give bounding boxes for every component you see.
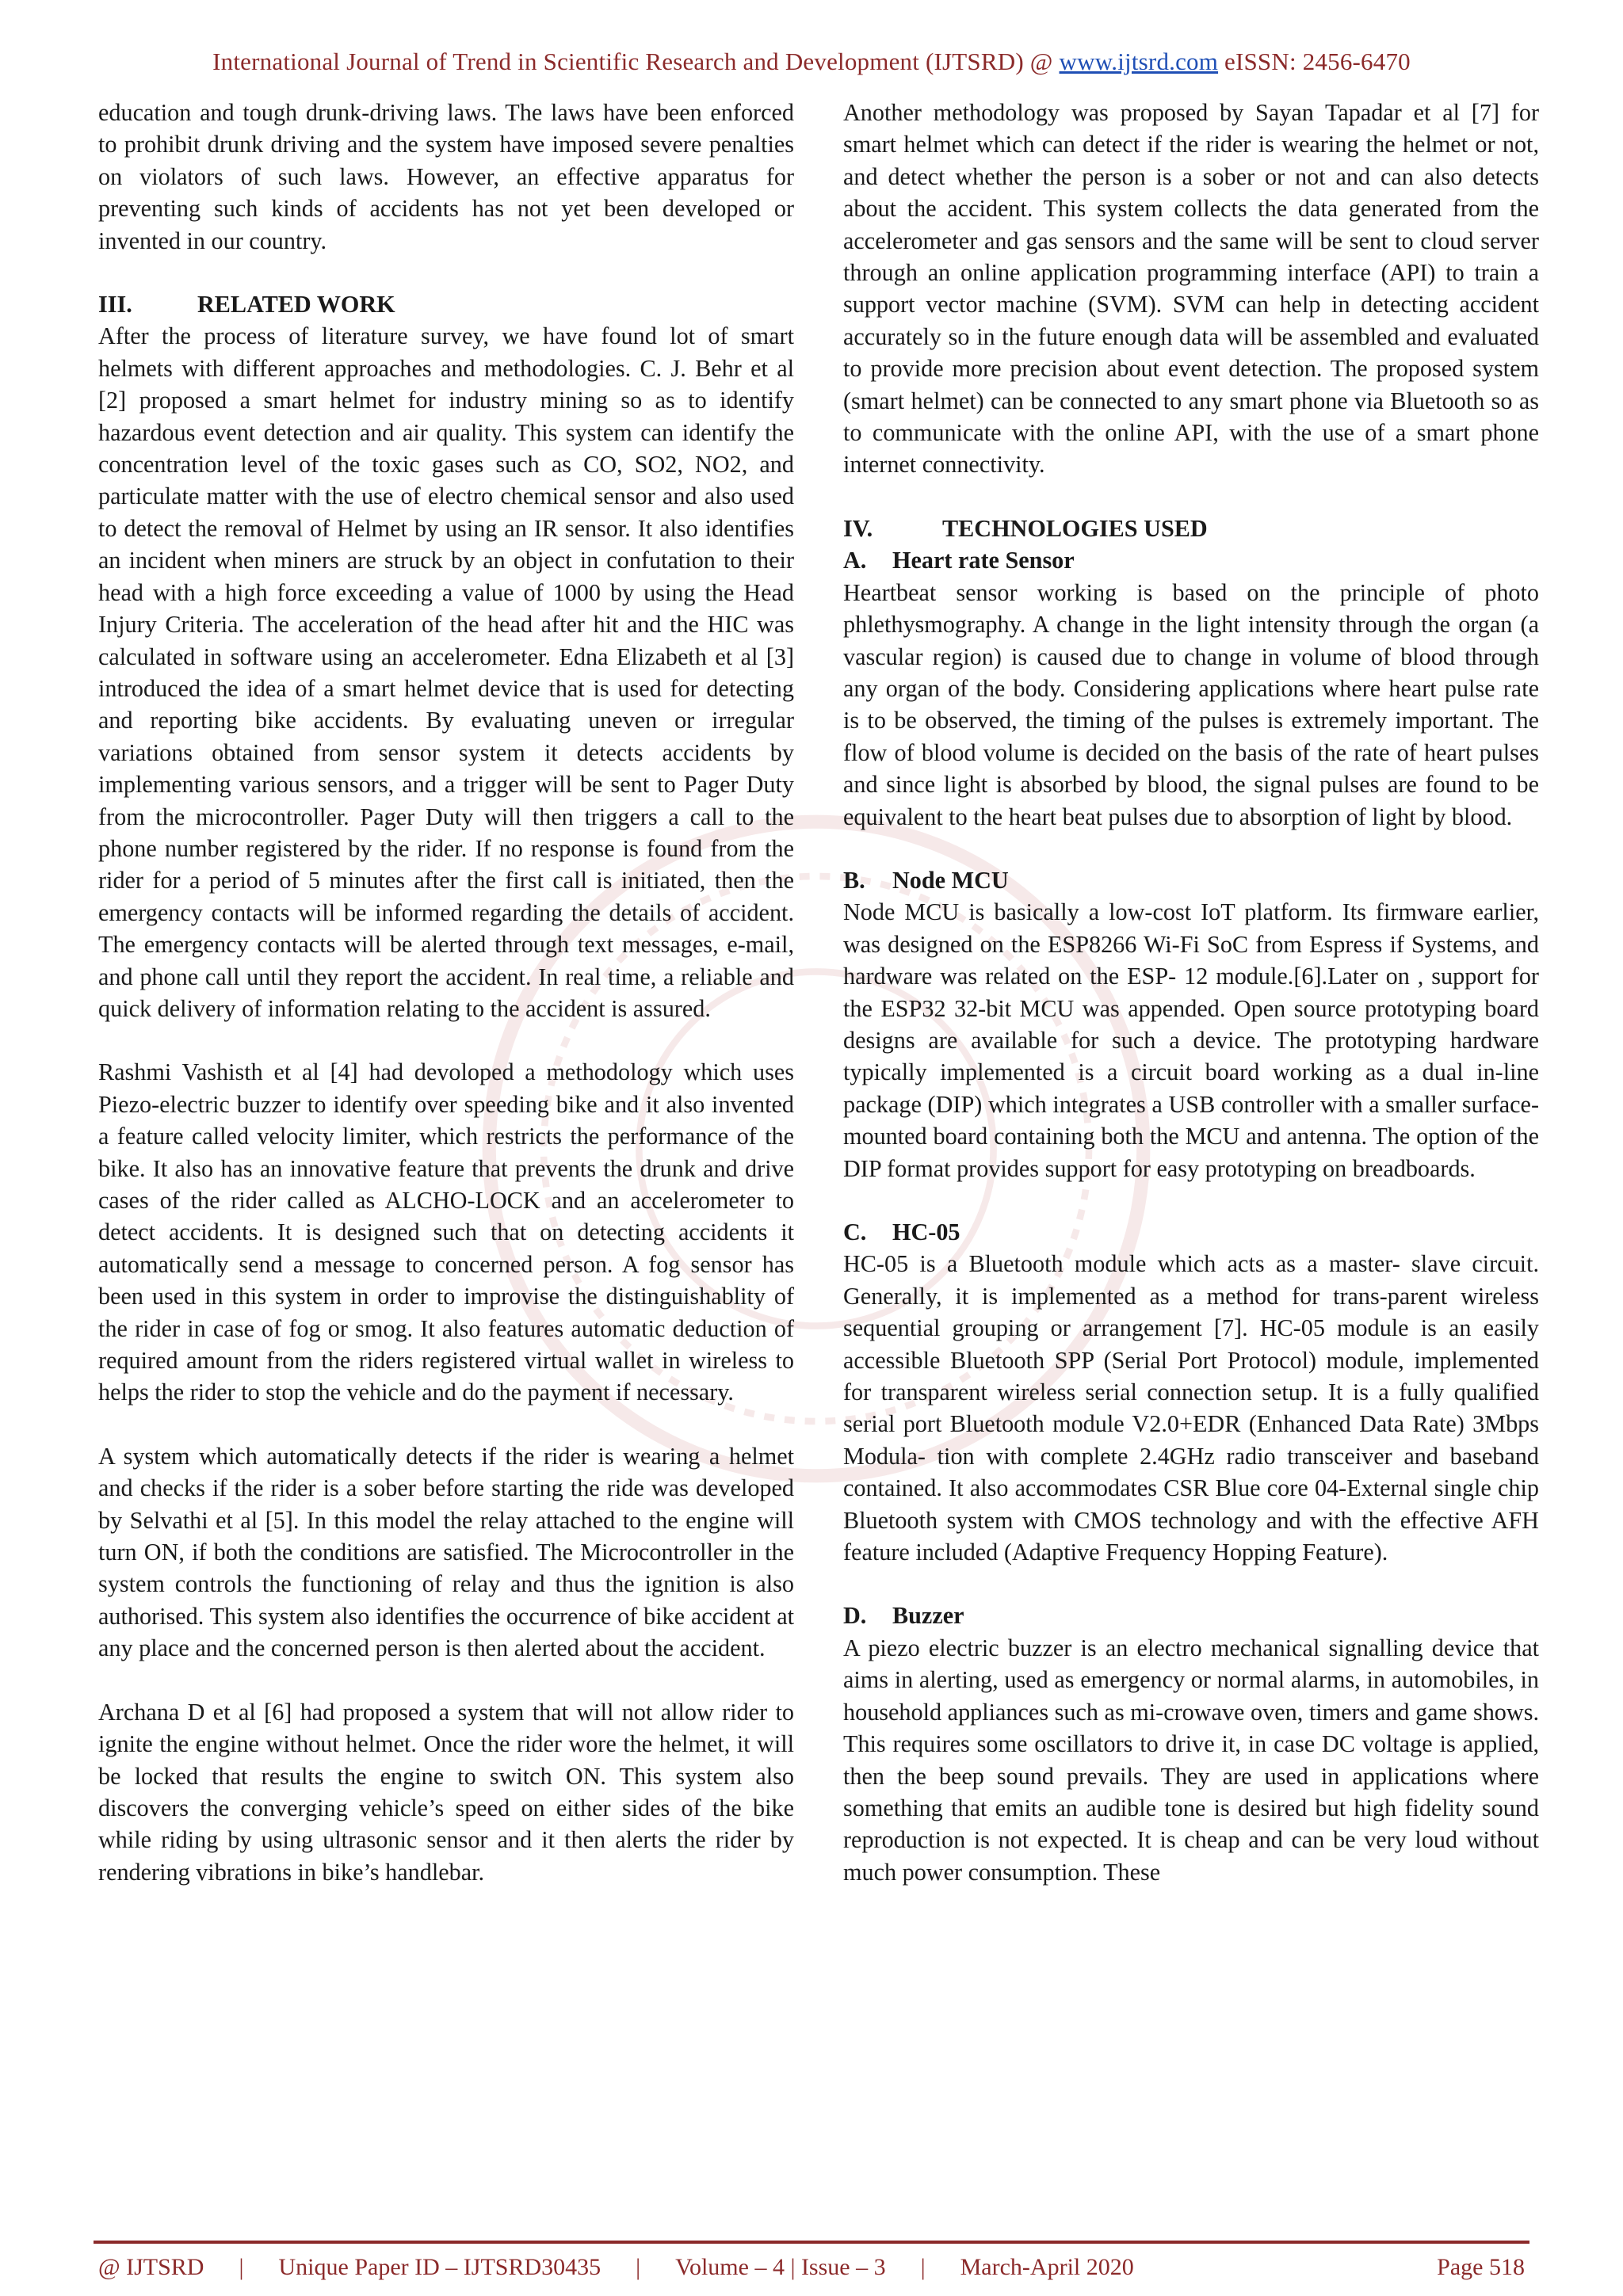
- section-heading-related-work: [98, 288, 794, 320]
- footer-page-number: Page 518: [1437, 2254, 1525, 2280]
- section-title: TECHNOLOGIES USED: [942, 514, 1208, 542]
- footer-journal: @ IJTSRD: [98, 2254, 204, 2280]
- footer-separator: |: [636, 2254, 641, 2280]
- header-eissn: eISSN: 2456-6470: [1218, 48, 1411, 75]
- right-column: [843, 97, 1539, 1888]
- left-column: [98, 97, 794, 1888]
- paragraph-related-work-3: A system which automatically detects if the rider is wearing a helmet and checks if the rider is a sober before starting the ride was developed by Selvathi et al [5]. In this model the relay attached to the engine will turn ON, if both the conditions are satisfied. The Microcontroller in the system controls the functioning of relay and thus the ignition is also authorised. This system also identifies the occurrence of bike accident at any place and the concerned person is then alerted about the accident.: [98, 1442, 794, 1662]
- paragraph-buzzer: A piezo electric buzzer is an electro mechanical signalling device that aims in alerting, used as emergency or normal alarms, in automobiles, in household appliances such as mi-crowave oven, timers and game shows. This requires some oscillators to drive it, in case DC voltage is applied, then the beep sound prevails. They are used in applications where something that emits an audible tone is desired but high fidelity sound reproduction is not expected. It is cheap and can be very loud without much power consumption. These: [843, 1634, 1539, 1886]
- footer-paper-id: Unique Paper ID – IJTSRD30435: [278, 2254, 601, 2280]
- section-heading-technologies: [843, 513, 1539, 544]
- footer-divider: [94, 2241, 1529, 2244]
- running-footer: [98, 2252, 1525, 2283]
- paragraph-intro-continuation: education and tough drunk-driving laws. The laws have been enforced to prohibit drunk driving and the system have imposed severe penalties on violators of such laws. However, an effective apparatus for preventing such kinds of accidents has not yet been developed or invented in our country.: [98, 99, 794, 254]
- header-journal-title: International Journal of Trend in Scientific Research and Development (IJTSRD) @: [212, 48, 1060, 75]
- subsection-heading-hc05: C. HC-05: [843, 1219, 960, 1245]
- running-header: [0, 48, 1623, 76]
- subsection-heading-node-mcu: B. Node MCU: [843, 866, 1009, 894]
- section-number: IV.: [843, 514, 873, 542]
- paragraph-node-mcu: Node MCU is basically a low-cost IoT platform. Its firmware earlier, was designed on the ESP8266 Wi-Fi SoC from Espress if Systems, and hardware was related on the ESP- 12 module.[6].Later on , support for the ESP32 32-bit MCU was appended. Open source prototyping board designs are available for such a device. The prototyping hardware typically implemented is a circuit board working as a dual in-line package (DIP) which integrates a USB controller with a smaller surface-mounted board containing both the MCU and antenna. The option of the DIP format provides support for easy prototyping on breadboards.: [843, 898, 1539, 1182]
- paragraph-related-work-5: Another methodology was proposed by Sayan Tapadar et al [7] for smart helmet which can detect if the rider is wearing the helmet or not, and detect whether the person is a sober or not and can also detects about the accident. This system collects the data generated from the accelerometer and gas sensors and the same will be sent to cloud server through an online application programming interface (API) to train a support vector machine (SVM). SVM can help in detecting accident accurately so in the future enough data will be assembled and evaluated to provide more precision about event detection. The proposed system (smart helmet) can be connected to any smart phone via Bluetooth so as to communicate with the online API, with the use of a smart phone internet connectivity.: [843, 99, 1539, 479]
- footer-date: March-April 2020: [960, 2254, 1134, 2280]
- subsection-heading-buzzer: D. Buzzer: [843, 1602, 964, 1630]
- section-number: III.: [98, 291, 132, 318]
- paragraph-hc05: HC-05 is a Bluetooth module which acts as a master- slave circuit. Generally, it is implemented as a method for trans-parent wireless sequential grouping or arrangement [7]. HC-05 module is an easily accessible Bluetooth SPP (Serial Port Protocol) module, implemented for transparent wireless serial connection setup. It is a fully qualified serial port Bluetooth module V2.0+EDR (Enhanced Data Rate) 3Mbps Modula- tion with complete 2.4GHz radio transceiver and baseband contained. It also accommodates CSR Blue core 04-External single chip Bluetooth system with CMOS technology and with the effective AFH feature included (Adaptive Frequency Hopping Feature).: [843, 1250, 1539, 1566]
- paragraph-related-work-2: Rashmi Vashisth et al [4] had devoloped a methodology which uses Piezo-electric buzzer to identify over speeding bike and it also invented a feature called velocity limiter, which restricts the performance of the bike. It also has an innovative feature that prevents the drunk and drive cases of the rider called as ALCHO-LOCK and an accelerometer to detect accidents. It is designed such that on detecting accidents it automatically send a message to concerned person. A fog sensor has been used in this system in order to improvise the distinguishablity of the rider in case of fog or smog. It also features automatic deduction of required amount from the riders registered virtual wallet in wireless to helps the rider to stop the vehicle and do the payment if necessary.: [98, 1058, 794, 1406]
- footer-volume-issue: Volume – 4 | Issue – 3: [675, 2254, 886, 2280]
- journal-website-link[interactable]: www.ijtsrd.com: [1059, 48, 1219, 75]
- paragraph-heart-rate: Heartbeat sensor working is based on the principle of photo phlethysmography. A change in the light intensity through the organ (a vascular region) is caused due to change in volume of blood through any organ of the body. Considering applications where heart pulse rate is to be observed, the timing of the pulses is extremely important. The flow of blood volume is decided on the basis of the rate of heart pulses and since light is absorbed by blood, the signal pulses are found to be equivalent to the heart beat pulses due to absorption of light by blood.: [843, 578, 1539, 830]
- footer-separator: |: [239, 2254, 244, 2280]
- paragraph-related-work-4: Archana D et al [6] had proposed a system that will not allow rider to ignite the engine without helmet. Once the rider wore the helmet, it will be locked that results the engine to switch ON. This system also discovers the converging vehicle’s speed on either sides of the bike while riding by using ultrasonic sensor and it then alerts the rider by rendering vibrations in bike’s handlebar.: [98, 1698, 794, 1886]
- footer-separator: |: [920, 2254, 926, 2280]
- subsection-heading-heart-rate: A. Heart rate Sensor: [843, 547, 1075, 574]
- section-title: RELATED WORK: [197, 291, 395, 318]
- paragraph-related-work-1: After the process of literature survey, we have found lot of smart helmets with different approaches and methodologies. C. J. Behr et al [2] proposed a smart helmet for industry mining so as to identify hazardous event detection and air quality. This system can identify the concentration level of the toxic gases such as CO, SO2, NO2, and particulate matter with the use of electro chemical sensor and also used to detect the removal of Helmet by using an IR sensor. It also identifies an incident when miners are struck by an object in confutation to their head with a high force exceeding a value of 1000 by using the Head Injury Criteria. The acceleration of the head after hit and the HIC was calculated in software using an accelerometer. Edna Elizabeth et al [3] introduced the idea of a smart helmet device that is used for detecting and reporting bike accidents. By evaluating uneven or irregular variations obtained from sensor system it detects accidents by implementing various sensors, and a trigger will be sent to Pager Duty from the microcontroller. Pager Duty will then triggers a call to the phone number registered by the rider. If no response is found from the rider for a period of 5 minutes after the first call is initiated, then the emergency contacts will be informed regarding the details of accident. The emergency contacts will be alerted through text messages, e-mail, and phone call until they report the accident. In real time, a reliable and quick delivery of information relating to the accident is assured.: [98, 322, 794, 1022]
